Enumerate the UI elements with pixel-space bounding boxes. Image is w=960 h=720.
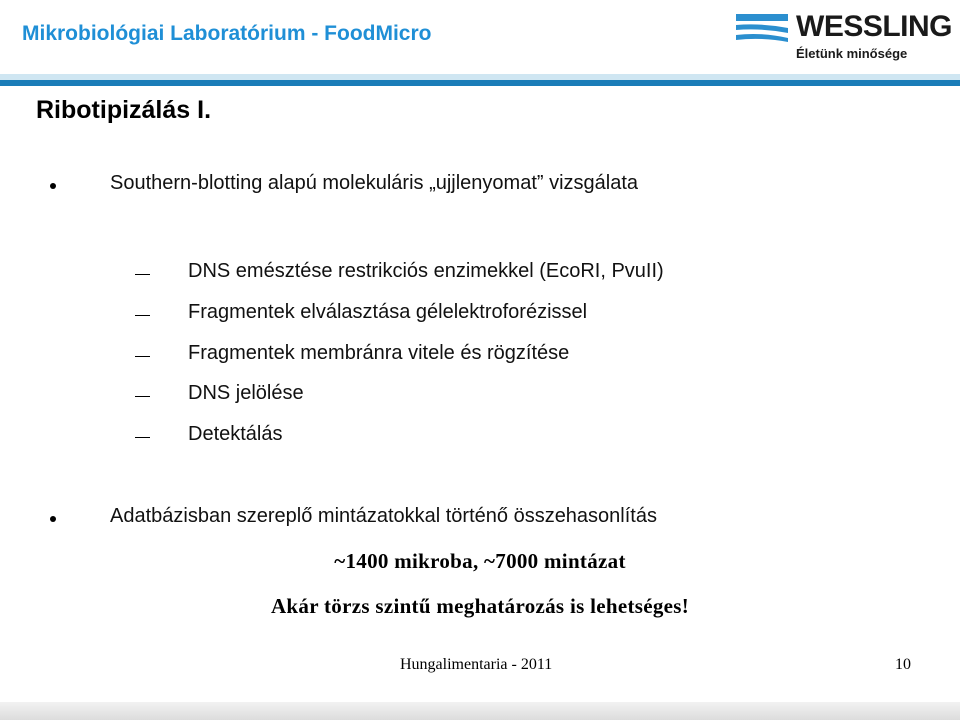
sub-item-text: Fragmentek elválasztása gélelektroforézissel <box>188 301 588 323</box>
header-divider <box>0 74 960 86</box>
bullet-dot-icon <box>50 516 56 522</box>
sub-item-text: Fragmentek membránra vitele és rögzítése <box>188 342 570 364</box>
highlight-line: Akár törzs szintű meghatározás is lehetséges! <box>270 594 690 618</box>
footer-band <box>0 702 960 720</box>
wessling-logo <box>736 10 953 70</box>
bullet-text: Southern-blotting alapú molekuláris „ujjlenyomat” vizsgálata <box>110 172 639 194</box>
logo-name: WESSLING <box>796 10 953 43</box>
footer-text: Hungalimentaria - 2011 <box>400 656 553 673</box>
dash-icon <box>135 437 150 438</box>
page-number: 10 <box>895 656 911 673</box>
sub-item-text: DNS jelölése <box>188 382 304 404</box>
header-title: Mikrobiológiai Laboratórium - FoodMicro <box>22 22 432 45</box>
dash-icon <box>135 315 150 316</box>
dash-icon <box>135 274 150 275</box>
dash-icon <box>135 396 150 397</box>
bullet-text: Adatbázisban szereplő mintázatokkal történő összehasonlítás <box>110 505 657 527</box>
bullet-dot-icon <box>50 183 56 189</box>
highlight-line: ~1400 mikroba, ~7000 mintázat <box>334 549 626 573</box>
slide-title: Ribotipizálás I. <box>36 96 212 124</box>
wessling-wave-logo-icon <box>736 10 794 46</box>
sub-item-text: Detektálás <box>188 423 283 445</box>
logo-slogan: Életünk minősége <box>796 46 908 61</box>
sub-item-text: DNS emésztése restrikciós enzimekkel (EcoRI, PvuII) <box>188 260 664 282</box>
dash-icon <box>135 356 150 357</box>
